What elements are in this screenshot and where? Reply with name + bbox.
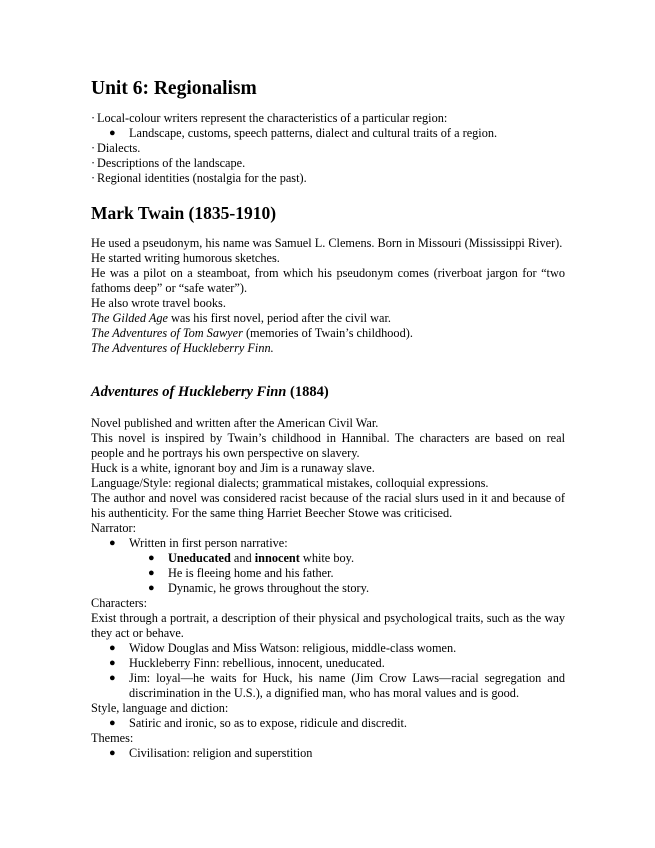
list-item-text: Civilisation: religion and superstition — [129, 746, 313, 760]
intro-section — [91, 111, 565, 186]
paragraph: The author and novel was considered racist because of the racial slurs used in it and because of his authenticity. For the same thing Harriet Beecher Stowe was criticised. — [91, 491, 565, 520]
list-item-text: white boy. — [299, 551, 355, 565]
themes-label: Themes: — [91, 731, 134, 745]
bullet-icon: ● — [148, 582, 155, 594]
list-item-text: Landscape, customs, speech patterns, dialect and cultural traits of a region. — [129, 126, 498, 140]
huck-section — [91, 416, 565, 761]
paragraph: Huck is a white, ignorant boy and Jim is a runaway slave. — [91, 461, 375, 475]
characters-label: Characters: — [91, 596, 147, 610]
paragraph — [91, 341, 565, 356]
sub-list-item — [91, 581, 565, 596]
list-item — [91, 656, 565, 671]
bullet-icon: ● — [109, 642, 116, 654]
paragraph-text: (memories of Twain’s childhood). — [242, 326, 413, 340]
huck-heading-title: Adventures of Huckleberry Finn — [91, 384, 287, 400]
bullet-icon: ● — [148, 552, 155, 564]
list-item — [91, 671, 565, 701]
style-list — [91, 716, 565, 731]
book-title: The Adventures of Tom Sawyer — [91, 326, 243, 340]
list-item-text: Written in first person narrative: — [129, 536, 288, 550]
list-item-text: Satiric and ironic, so as to expose, ridicule and discredit. — [129, 716, 407, 730]
intro-line: · Dialects. — [91, 141, 141, 155]
narrator-label: Narrator: — [91, 521, 137, 535]
paragraph: He used a pseudonym, his name was Samuel L. Clemens. Born in Missouri (Mississippi River). — [91, 236, 563, 250]
intro-line-text: Local-colour writers represent the characteristics of a particular region: — [97, 111, 448, 125]
list-item-text: Jim: loyal—he waits for Huck, his name (Jim Crow Laws—racial segregation and discrimination in the U.S.), a dignified man, who has moral values and is good. — [129, 671, 565, 700]
themes-list — [91, 746, 565, 761]
bullet-icon: ● — [109, 537, 116, 549]
bullet-icon: ● — [109, 717, 116, 729]
characters-list — [91, 641, 565, 701]
bold-text: innocent — [254, 551, 300, 565]
bullet-icon: ● — [109, 657, 116, 669]
intro-line-text: Dialects. — [97, 141, 141, 155]
bullet-icon: ● — [109, 127, 116, 139]
list-item — [91, 746, 565, 761]
sub-list-item — [91, 566, 565, 581]
paragraph: He started writing humorous sketches. — [91, 251, 280, 265]
bullet-icon: ● — [109, 672, 116, 684]
unit-title: Unit 6: Regionalism — [91, 78, 257, 99]
paragraph-text: was his first novel, period after the civil war. — [167, 311, 391, 325]
paragraph — [91, 311, 565, 326]
style-label: Style, language and diction: — [91, 701, 229, 715]
intro-line-text: Descriptions of the landscape. — [97, 156, 246, 170]
twain-section — [91, 236, 565, 356]
list-item-text: Dynamic, he grows throughout the story. — [168, 581, 370, 595]
twain-heading: Mark Twain (1835-1910) — [91, 203, 277, 223]
paragraph: Language/Style: regional dialects; grammatical mistakes, colloquial expressions. — [91, 476, 489, 490]
list-item-text: He is fleeing home and his father. — [168, 566, 334, 580]
huck-heading-year: (1884) — [286, 384, 329, 400]
book-title: The Gilded Age — [91, 311, 168, 325]
paragraph: He was a pilot on a steamboat, from which his pseudonym comes (riverboat jargon for “two fathoms deep” or “safe water”). — [91, 266, 565, 295]
bullet-icon: ● — [109, 747, 116, 759]
intro-line-text: Regional identities (nostalgia for the past). — [97, 171, 307, 185]
bullet-icon: ● — [148, 567, 155, 579]
list-item-text: and — [230, 551, 255, 565]
paragraph: Exist through a portrait, a description of their physical and psychological traits, such as the way they act or behave. — [91, 611, 565, 640]
book-title: The Adventures of Huckleberry Finn. — [91, 341, 274, 355]
sub-list-item — [91, 551, 565, 566]
paragraph: He also wrote travel books. — [91, 296, 226, 310]
intro-line: · Local-colour writers represent the characteristics of a particular region: — [91, 111, 448, 125]
intro-line: · Descriptions of the landscape. — [91, 156, 246, 170]
huck-heading — [91, 384, 329, 401]
list-item-text: Huckleberry Finn: rebellious, innocent, uneducated. — [129, 656, 385, 670]
intro-bullet-list — [91, 126, 565, 141]
list-item — [91, 536, 565, 551]
list-item — [91, 716, 565, 731]
list-item — [91, 641, 565, 656]
intro-line: · Regional identities (nostalgia for the past). — [91, 171, 307, 185]
narrator-list — [91, 536, 565, 596]
paragraph — [91, 326, 565, 341]
bold-text: Uneducated — [168, 551, 231, 565]
list-item-text: Widow Douglas and Miss Watson: religious, middle-class women. — [129, 641, 457, 655]
list-item — [91, 126, 565, 141]
paragraph: Novel published and written after the American Civil War. — [91, 416, 379, 430]
paragraph: This novel is inspired by Twain’s childhood in Hannibal. The characters are based on real people and he portrays his own perspective on slavery. — [91, 431, 565, 460]
